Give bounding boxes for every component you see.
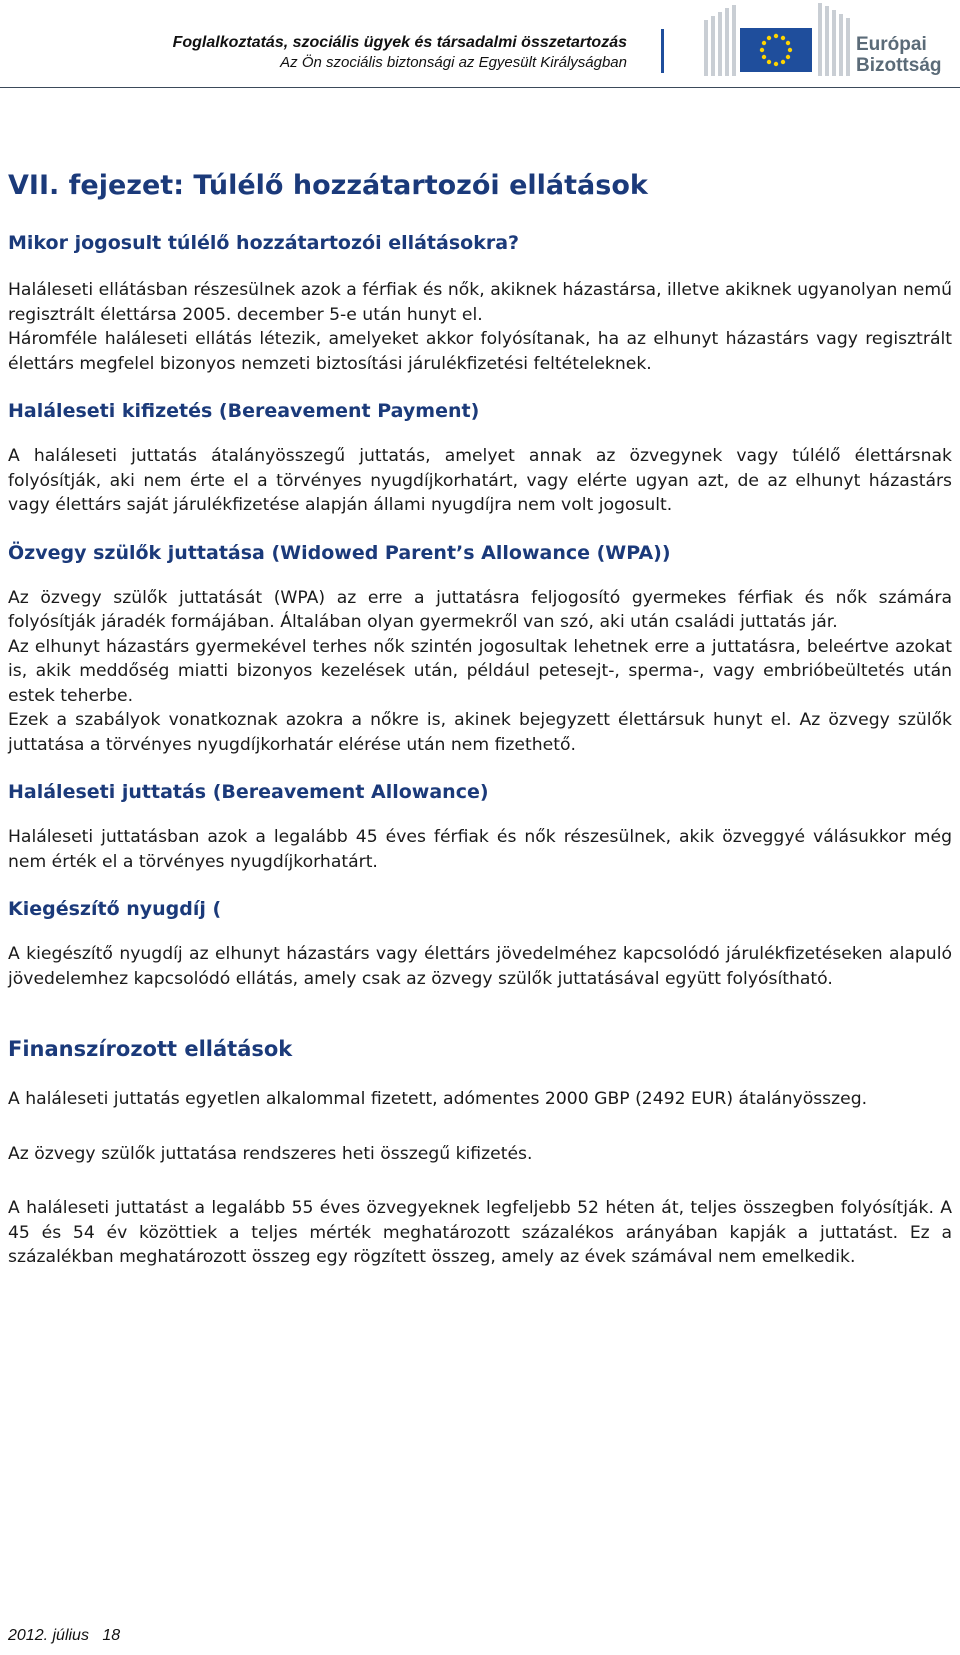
organization-name: [856, 34, 942, 76]
organization-name-line2: Bizottság: [856, 55, 942, 76]
financed-benefits-paragraph-2: Az özvegy szülők juttatása rendszeres heti összegű kifizetés.: [8, 1143, 533, 1164]
header-rule: [0, 87, 960, 88]
supplementary-pension-heading: Kiegészítő nyugdíj (: [8, 898, 222, 920]
eligibility-paragraph-1: Haláleseti ellátásban részesülnek azok a férfiak és nők, akiknek házastársa, illetve akiknek ugyanolyan nemű regisztrált élettársa 2005. december 5-e után hunyt el.: [8, 280, 952, 325]
page-footer: [8, 1627, 120, 1645]
page-number: 18: [102, 1627, 121, 1644]
header-title: Foglalkoztatás, szociális ügyek és társadalmi összetartozás: [172, 34, 627, 51]
bereavement-allowance-heading: Haláleseti juttatás (Bereavement Allowance): [8, 781, 489, 803]
wpa-paragraph-1: Az özvegy szülők juttatását (WPA) az erre a juttatásra feljogosító gyermekes férfiak és nők számára folyósítják járadék formájában. Általában olyan gyermekről van szó, aki után családi juttatás jár.: [8, 587, 952, 632]
bereavement-payment-heading: Haláleseti kifizetés (Bereavement Payment): [8, 400, 480, 422]
header-divider: [661, 29, 664, 73]
eligibility-paragraph-2: Háromféle haláleseti ellátás létezik, amelyeket akkor folyósítanak, ha az elhunyt házastárs vagy regisztrált élettárs megfelel bizonyos nemzeti biztosítási járulékfizetési feltételeknek.: [8, 329, 952, 374]
financed-benefits-heading: Finanszírozott ellátások: [8, 1037, 293, 1061]
chapter-title: VII. fejezet: Túlélő hozzátartozói ellátások: [8, 170, 648, 201]
header-text: [173, 33, 627, 73]
wpa-paragraph-2: Az elhunyt házastárs gyermekével terhes nők szintén jogosultak lehetnek erre a juttatásra, beleértve azokat is, akik meddőség miatti bizonyos kezelések után, például petesejt-, sperma-, vagy embrióbeültetés után estek teherbe.: [8, 636, 952, 706]
financed-benefits-paragraph-3: A haláleseti juttatást a legalább 55 éves özvegyeknek legfeljebb 52 héten át, teljes összegben folyósítják. A 45 és 54 év közöttiek a teljes mérték meghatározott százalékos arányában kapják a juttatást. Ez a százalékban meghatározott összeg egy rögzített összeg, amely az évek számával nem emelkedik.: [8, 1198, 952, 1267]
wpa-paragraph-3: Ezek a szabályok vonatkoznak azokra a nőkre is, akinek bejegyzett élettársuk hunyt el. Az özvegy szülők juttatása a törvényes nyugdíjkorhatár elérése után nem fizethető.: [8, 710, 952, 755]
eligibility-heading: Mikor jogosult túlélő hozzátartozói ellátásokra?: [8, 232, 520, 254]
document-body: [8, 168, 952, 1270]
financed-benefits-paragraph-1: A haláleseti juttatás egyetlen alkalommal fizetett, adómentes 2000 GBP (2492 EUR) átalányösszeg.: [8, 1089, 868, 1109]
bereavement-payment-paragraph: A haláleseti juttatás átalányösszegű juttatás, amelyet annak az özvegynek vagy túlélő élettársnak folyósítják, aki nem érte el a törvényes nyugdíjkorhatárt, vagy elérte ugyan azt, de az elhunyt házastárs vagy élettárs saját járulékfizetése alapján állami nyugdíjra nem volt jogosult.: [8, 446, 952, 515]
wpa-heading: Özvegy szülők juttatása (Widowed Parent’s Allowance (WPA)): [8, 541, 671, 564]
footer-date: 2012. július: [8, 1627, 89, 1644]
supplementary-pension-paragraph: A kiegészítő nyugdíj az elhunyt házastárs vagy élettárs jövedelméhez kapcsolódó járulékfizetéseken alapuló jövedelemhez kapcsolódó ellátás, amely csak az özvegy szülők juttatásával együtt folyósítható.: [8, 944, 952, 989]
bereavement-allowance-paragraph: Haláleseti juttatásban azok a legalább 45 éves férfiak és nők részesülnek, akik özveggyé válásukkor még nem érték el a törvényes nyugdíjkorhatárt.: [8, 827, 952, 872]
organization-name-line1: Európai: [856, 34, 927, 55]
header-subtitle: Az Ön szociális biztonsági az Egyesült Királyságban: [280, 54, 627, 71]
page-header: [0, 0, 960, 90]
eu-flag-icon: [700, 0, 856, 82]
